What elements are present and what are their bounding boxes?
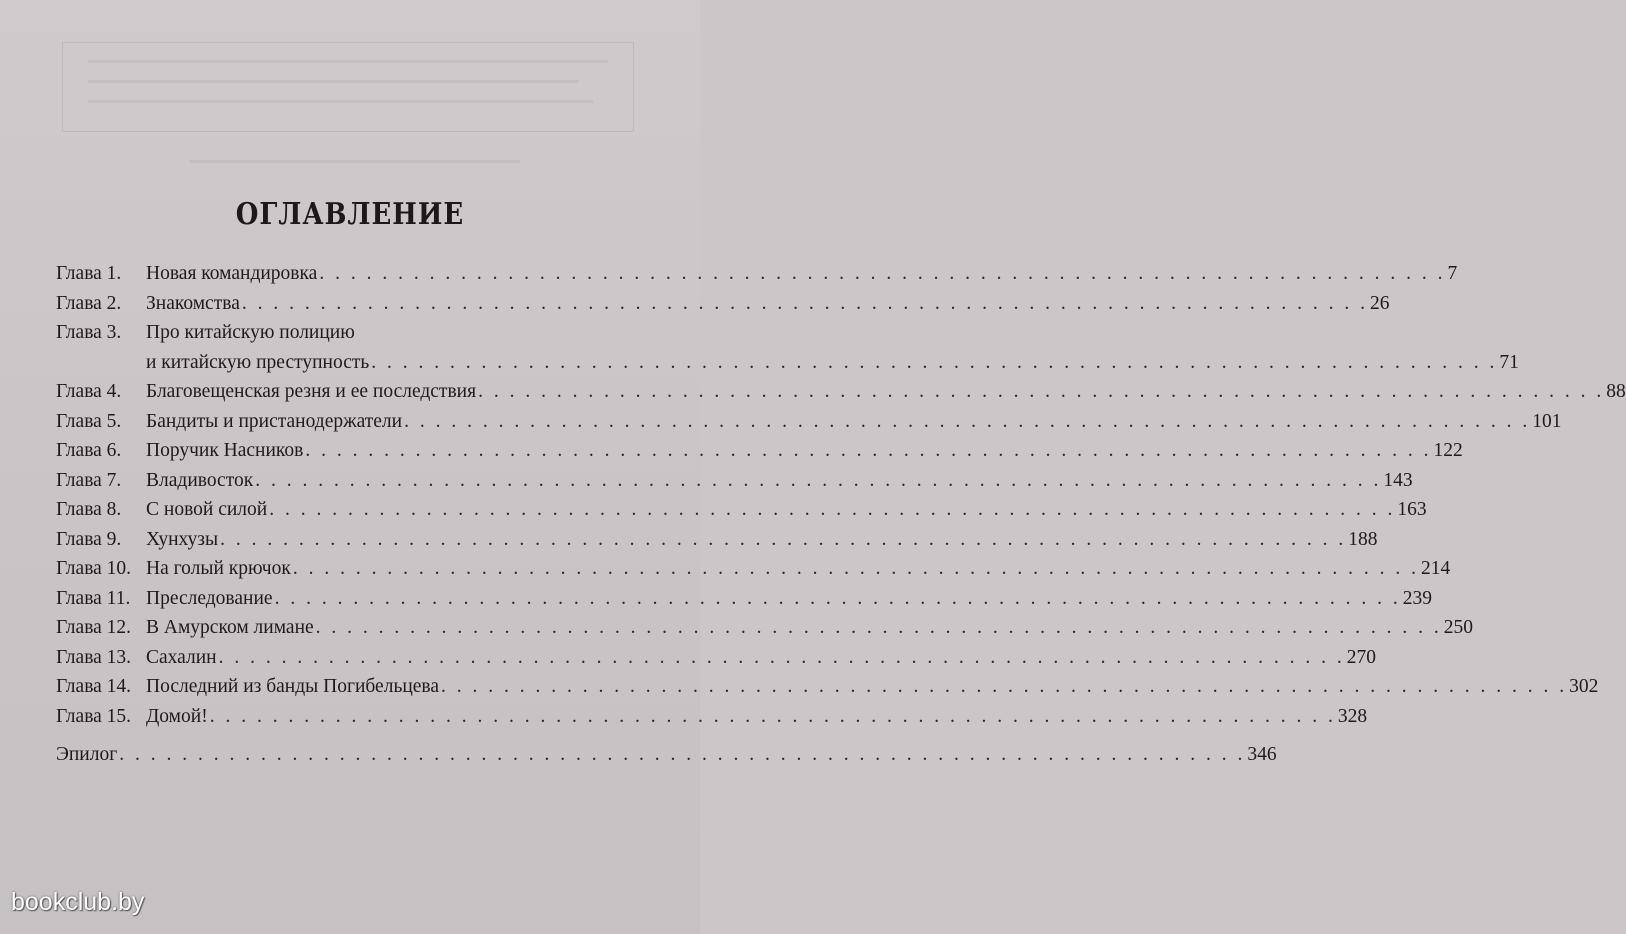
- leader-dots: . . . . . . . . . . . . . . . . . . . . . . . . . . . . . . . . . . . . . . . . . . . . . . . . . . . . . . . . . . . . . . . . . . . . . . . .: [305, 440, 1432, 461]
- bleed-through-line: [88, 60, 608, 63]
- toc-entry-8: [56, 495, 1427, 525]
- toc-entry-2: [56, 289, 1390, 319]
- toc-entry-9: [56, 525, 1378, 555]
- epilogue-title: Эпилог: [56, 744, 118, 765]
- leader-dots: . . . . . . . . . . . . . . . . . . . . . . . . . . . . . . . . . . . . . . . . . . . . . . . . . . . . . . . . . . . . . . . . . . . . . . . .: [209, 705, 1336, 727]
- toc-entry-3: [56, 318, 638, 348]
- chapter-label: Глава 14.: [56, 676, 132, 697]
- bleed-through-line: [88, 100, 593, 103]
- toc-entry-3-continued: [56, 348, 1519, 378]
- page-number: 188: [1348, 528, 1378, 550]
- chapter-title: Последний из банды Погибельцева: [146, 676, 440, 697]
- chapter-title: Домой!: [146, 705, 208, 727]
- leader-dots: . . . . . . . . . . . . . . . . . . . . . . . . . . . . . . . . . . . . . . . . . . . . . . . . . . . . . . . . . . . . . . . . . . . . . . . .: [274, 587, 1401, 609]
- chapter-title: На голый крючок: [146, 558, 291, 579]
- chapter-title: и китайскую преступность: [146, 351, 370, 373]
- leader-dots: . . . . . . . . . . . . . . . . . . . . . . . . . . . . . . . . . . . . . . . . . . . . . . . . . . . . . . . . . . . . . . . . . . . . . . . .: [269, 499, 1396, 520]
- page-number: 26: [1369, 292, 1390, 314]
- leader-dots: . . . . . . . . . . . . . . . . . . . . . . . . . . . . . . . . . . . . . . . . . . . . . . . . . . . . . . . . . . . . . . . . . . . . . . . .: [404, 410, 1531, 432]
- leader-dots: . . . . . . . . . . . . . . . . . . . . . . . . . . . . . . . . . . . . . . . . . . . . . . . . . . . . . . . . . . . . . . . . . . . . . . . .: [292, 558, 1419, 579]
- page-number: 302: [1569, 676, 1599, 697]
- chapter-title: Новая командировка: [146, 263, 318, 284]
- leader-dots: . . . . . . . . . . . . . . . . . . . . . . . . . . . . . . . . . . . . . . . . . . . . . . . . . . . . . . . . . . . . . . . . . . . . . . . .: [218, 646, 1345, 668]
- chapter-title: Хунхузы: [146, 528, 219, 550]
- leader-dots: . . . . . . . . . . . . . . . . . . . . . . . . . . . . . . . . . . . . . . . . . . . . . . . . . . . . . . . . . . . . . . . . . . . . . . . .: [315, 617, 1442, 638]
- chapter-label: Глава 7.: [56, 469, 122, 491]
- page-number: 163: [1397, 499, 1427, 520]
- chapter-label: Глава 13.: [56, 646, 132, 668]
- page-number: 239: [1402, 587, 1432, 609]
- page-number: 143: [1383, 469, 1413, 491]
- chapter-label: Глава 11.: [56, 587, 131, 609]
- bleed-through-line: [88, 80, 578, 83]
- chapter-label: Глава 15.: [56, 705, 132, 727]
- chapter-label: Глава 9.: [56, 528, 122, 550]
- toc-entry-7: [56, 466, 1413, 496]
- toc-entry-4: [56, 377, 1626, 407]
- chapter-title: Преследование: [146, 587, 273, 609]
- leader-dots: . . . . . . . . . . . . . . . . . . . . . . . . . . . . . . . . . . . . . . . . . . . . . . . . . . . . . . . . . . . . . . . . . . . . . . . .: [255, 469, 1382, 491]
- page-number: 7: [1447, 263, 1458, 284]
- chapter-label: Глава 10.: [56, 558, 132, 579]
- chapter-title: Бандиты и пристанодержатели: [146, 410, 403, 432]
- page-number: 214: [1420, 558, 1451, 579]
- page-number: 88: [1606, 381, 1626, 402]
- toc-entry-6: [56, 436, 1463, 466]
- leader-dots: . . . . . . . . . . . . . . . . . . . . . . . . . . . . . . . . . . . . . . . . . . . . . . . . . . . . . . . . . . . . . . . . . . . . . . . .: [371, 351, 1498, 373]
- chapter-title: Поручик Насников: [146, 440, 304, 461]
- chapter-title: Знакомства: [146, 292, 240, 314]
- page-number: 101: [1532, 410, 1562, 432]
- chapter-label: Глава 4.: [56, 381, 122, 402]
- chapter-label: Глава 6.: [56, 440, 122, 461]
- bleed-through-box: [62, 42, 634, 132]
- leader-dots: . . . . . . . . . . . . . . . . . . . . . . . . . . . . . . . . . . . . . . . . . . . . . . . . . . . . . . . . . . . . . . . . . . . . . . . .: [441, 676, 1568, 697]
- chapter-title: Сахалин: [146, 646, 217, 668]
- chapter-label: Глава 1.: [56, 263, 122, 284]
- chapter-title: Про китайскую полицию: [146, 322, 355, 343]
- page-number: 270: [1346, 646, 1376, 668]
- chapter-title: С новой силой: [146, 499, 268, 520]
- toc-entry-12: [56, 613, 1474, 643]
- page-number: 250: [1443, 617, 1474, 638]
- table-of-contents: [56, 259, 1626, 770]
- page-number: 346: [1247, 744, 1277, 765]
- toc-entry-1: [56, 259, 1458, 289]
- chapter-title: Благовещенская резня и ее последствия: [146, 381, 477, 402]
- page-number: 71: [1499, 351, 1519, 373]
- chapter-label: Глава 8.: [56, 499, 122, 520]
- leader-dots: . . . . . . . . . . . . . . . . . . . . . . . . . . . . . . . . . . . . . . . . . . . . . . . . . . . . . . . . . . . . . . . . . . . . . . . .: [220, 528, 1347, 550]
- toc-entry-11: [56, 584, 1432, 614]
- leader-dots: . . . . . . . . . . . . . . . . . . . . . . . . . . . . . . . . . . . . . . . . . . . . . . . . . . . . . . . . . . . . . . . . . . . . . . . .: [241, 292, 1368, 314]
- toc-entry-15: [56, 702, 1368, 732]
- chapter-label: Глава 5.: [56, 410, 122, 432]
- chapter-title: Владивосток: [146, 469, 254, 491]
- chapter-label: Глава 2.: [56, 292, 122, 314]
- page-number: 122: [1433, 440, 1463, 461]
- bleed-through-line: [190, 160, 520, 163]
- leader-dots: . . . . . . . . . . . . . . . . . . . . . . . . . . . . . . . . . . . . . . . . . . . . . . . . . . . . . . . . . . . . . . . . . . . . . . . .: [119, 744, 1246, 765]
- chapter-title: В Амурском лимане: [146, 617, 314, 638]
- toc-entry-epilogue: [56, 740, 1277, 770]
- leader-dots: . . . . . . . . . . . . . . . . . . . . . . . . . . . . . . . . . . . . . . . . . . . . . . . . . . . . . . . . . . . . . . . . . . . . . . . .: [478, 381, 1605, 402]
- toc-entry-13: [56, 643, 1376, 673]
- leader-dots: . . . . . . . . . . . . . . . . . . . . . . . . . . . . . . . . . . . . . . . . . . . . . . . . . . . . . . . . . . . . . . . . . . . . . . . .: [319, 263, 1446, 284]
- toc-entry-5: [56, 407, 1562, 437]
- site-watermark: bookclub.by: [11, 888, 145, 916]
- page-title: ОГЛАВЛЕНИЕ: [235, 197, 465, 233]
- chapter-label: Глава 12.: [56, 617, 132, 638]
- chapter-label: Глава 3.: [56, 322, 122, 343]
- toc-entry-10: [56, 554, 1451, 584]
- toc-entry-14: [56, 672, 1599, 702]
- page-number: 328: [1337, 705, 1368, 727]
